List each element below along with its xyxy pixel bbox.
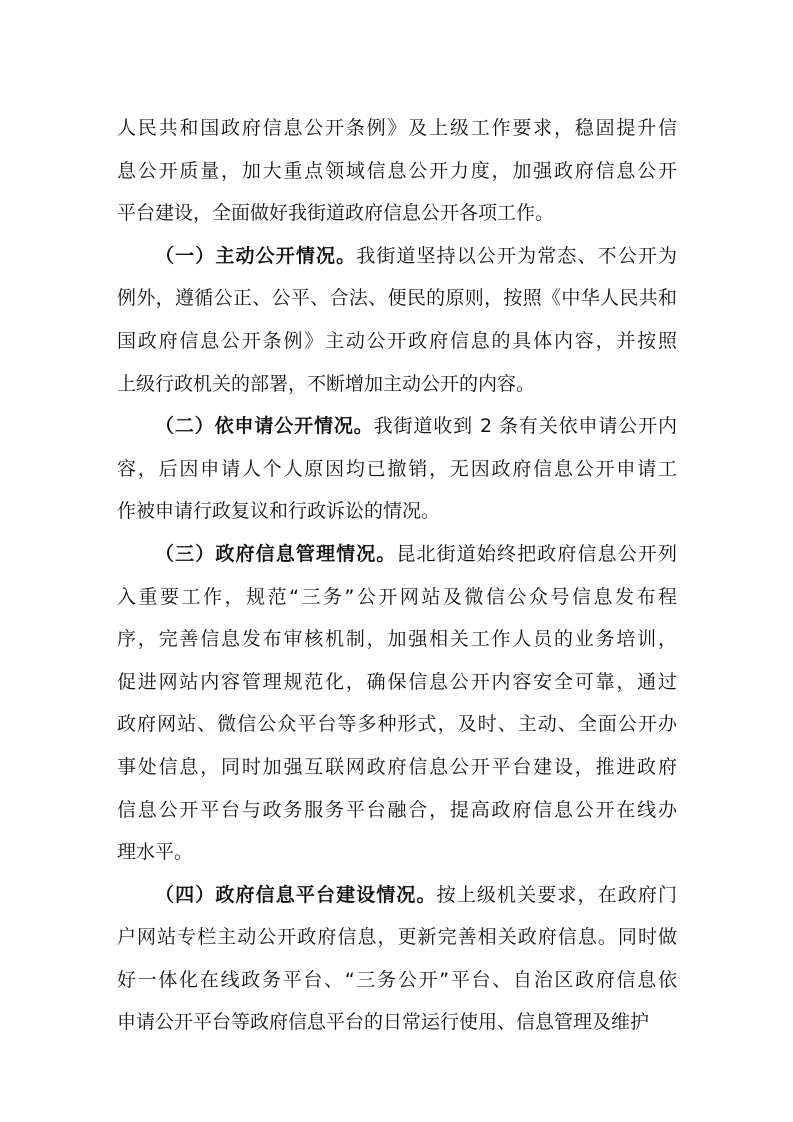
- text-line: [117, 277, 677, 320]
- text-line: [117, 363, 677, 406]
- line-text: 政府网站、微信公众平台等多种形式，及时、主动、全面公开办: [117, 713, 677, 736]
- paragraph: [117, 405, 677, 533]
- text-line: [117, 959, 677, 1002]
- line-text: 平台建设，全面做好我街道政府信息公开各项工作。: [117, 202, 555, 225]
- document-body: [117, 107, 677, 1044]
- text-line: [117, 789, 677, 832]
- section-heading: （二）依申请公开情况。: [155, 415, 374, 438]
- text-line: [117, 916, 677, 959]
- line-text: 理水平。: [117, 841, 194, 864]
- text-line: [117, 192, 677, 235]
- text-line: [117, 1001, 677, 1044]
- line-text: 人民共和国政府信息公开条例》及上级工作要求，稳固提升信: [117, 117, 677, 139]
- text-line: [117, 107, 677, 150]
- line-text: 上级行政机关的部署，不断增加主动公开的内容。: [117, 372, 536, 395]
- text-line: [117, 576, 677, 619]
- line-text: 信息公开平台与政务服务平台融合，提高政府信息公开在线办: [117, 798, 677, 821]
- line-text: 息公开质量，加大重点领域信息公开力度，加强政府信息公开: [117, 159, 677, 182]
- text-line: [117, 703, 677, 746]
- text-line: [117, 618, 677, 661]
- text-line: [117, 490, 677, 533]
- paragraph: [117, 235, 677, 405]
- line-text: 入重要工作，规范“三务”公开网站及微信公众号信息发布程: [117, 585, 677, 608]
- text-line: [117, 448, 677, 491]
- line-text: 按上级机关要求，在政府门: [436, 883, 677, 906]
- line-text: 我街道坚持以公开为常态、不公开为: [356, 244, 677, 267]
- line-text: 序，完善信息发布审核机制，加强相关工作人员的业务培训，: [117, 628, 677, 651]
- line-text: 例外，遵循公正、公平、合法、便民的原则，按照《中华人民共和: [117, 287, 677, 310]
- paragraph: [117, 107, 677, 235]
- section-heading: （一）主动公开情况。: [155, 244, 357, 267]
- line-text: 好一体化在线政务平台、“三务公开”平台、自治区政府信息依: [117, 968, 677, 991]
- paragraph: [117, 874, 677, 1044]
- text-line: [117, 235, 677, 278]
- line-text: 昆北街道始终把政府信息公开列: [396, 542, 677, 565]
- section-heading: （三）政府信息管理情况。: [155, 542, 397, 565]
- line-text: 我街道收到 2 条有关依申请公开内: [373, 415, 677, 438]
- text-line: [117, 405, 677, 448]
- line-text: 申请公开平台等政府信息平台的日常运行使用、信息管理及维护: [117, 1011, 650, 1034]
- text-line: [117, 320, 677, 363]
- text-line: [117, 831, 677, 874]
- text-line: [117, 150, 677, 193]
- line-text: 户网站专栏主动公开政府信息，更新完善相关政府信息。同时做: [117, 926, 677, 949]
- paragraph: [117, 533, 677, 874]
- text-line: [117, 746, 677, 789]
- text-line: [117, 874, 677, 917]
- line-text: 容，后因申请人个人原因均已撤销，无因政府信息公开申请工: [117, 457, 677, 480]
- line-text: 作被申请行政复议和行政诉讼的情况。: [117, 500, 441, 523]
- line-text: 促进网站内容管理规范化，确保信息公开内容安全可靠，通过: [117, 670, 677, 693]
- line-text: 国政府信息公开条例》主动公开政府信息的具体内容，并按照: [117, 329, 677, 352]
- section-heading: （四）政府信息平台建设情况。: [155, 883, 437, 906]
- text-line: [117, 533, 677, 576]
- line-text: 事处信息，同时加强互联网政府信息公开平台建设，推进政府: [117, 755, 677, 778]
- text-line: [117, 661, 677, 704]
